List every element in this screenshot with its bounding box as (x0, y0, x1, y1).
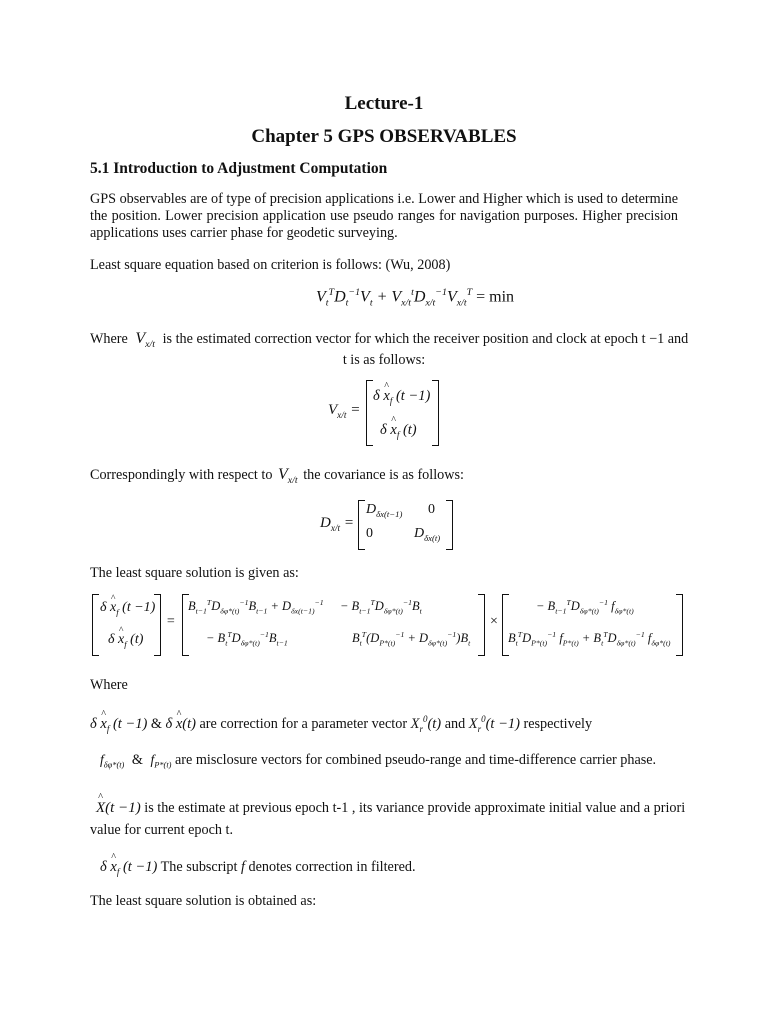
misclosure-text: are misclosure vectors for combined pseudo-range and time-difference carrier phase. (175, 752, 657, 768)
matrix-zero-lower: 0 (366, 526, 373, 541)
where-label-2: Where (90, 677, 128, 693)
ampersand: & (150, 715, 162, 732)
matrix-zero-upper: 0 (428, 502, 435, 517)
estimate-text: is the estimate at previous epoch t-1 , its variance provide approximate initial value and a priori (144, 800, 686, 816)
estimate-line: ^ X(t −1) is the estimate at previous epoch t-1 , its variance provide approximate initial value and a priori (96, 800, 685, 817)
where-line: Where $V_{x/t}$ is the estimated correction vector for which the receiver position and clock at epoch t −1 and (90, 330, 689, 351)
correction-text: are correction for a parameter vector (199, 715, 408, 732)
least-square-intro: Least square equation based on criterion is follows: (Wu, 2008) (90, 257, 451, 273)
lecture-heading: Lecture-1 (344, 93, 424, 114)
criterion-equation: $V_t^TD_t^{-1}V_t + V_{x/t}^tD_{x/t}^{-1}V_{x/t}^T = \min$ (316, 287, 515, 309)
where-continuation: t is as follows: (342, 352, 426, 368)
chapter-title: Chapter 5 GPS OBSERVABLES (251, 126, 517, 147)
correction-line: δ ^ $x_f$ (t −1) & δ ^ x(t) are correction for a parameter vector $X_r^0(t)$ and $X_r^0(t -1)$ respectively (90, 714, 592, 734)
subscript-rest: denotes correction in filtered. (248, 859, 416, 875)
covariance-line: Correspondingly with respect to $V_{x/t}$ the covariance is as follows: (90, 466, 464, 487)
section-heading: 5.1 Introduction to Adjustment Computation (90, 160, 388, 177)
ampersand-2: & (131, 752, 143, 768)
intro-paragraph: GPS observables are of type of precision applications i.e. Lower and Higher which is used to determine the position. Lower precision application use pseudo ranges for navigation purposes. Higher precision applications uses carrier phase for geodetic surveying. (90, 191, 678, 242)
subscript-line: δ ^ $x_f$ (t −1) The subscript f denotes correction in filtered. (100, 859, 416, 877)
least-square-solution-equation: δ ^ $x_f$ (t −1) δ ^ $x_f$ (t) = $B_{t-1}^TD_{\delta\varphi*(t)}^{-1}B_{t-1} + D_{\delta x(t-1)}^{-1}$ − $B_{t-1}^TD_{\delta\varphi*(t)}^{-1}B_t$ − $B_t^TD_{\delta\varphi*(t)}^{-1}B_{t-1}$ $B_t^T(D_{P*(t)}^{-1} + D_{\delta\varphi*(t)}^{-1})B_t$ × − $B_{t-1}^TD_{\delta\varphi*(t)}^{-1}$ $f_{\delta\varphi*(t)}$ $B_t^TD_{P*(t)}^{-1}$ $f_{P*(t)} + B_t^TD_{\delta\varphi*(t)}^{-1}$ $f_{\delta\varphi*(t)}$ (90, 592, 686, 658)
misclosure-line: $f_{\delta\varphi*(t)}$ & $f_{P*(t)}$ are misclosure vectors for combined pseudo-range and time-difference carrier phase. (100, 752, 657, 770)
dx-matrix-equation: $D_{x/t}$ = $D_{\delta x(t-1)}$ 0 0 $D_{\delta x(t)}$ (318, 498, 458, 552)
estimate-continuation: value for current epoch t. (90, 822, 233, 838)
covariance-rest: the covariance is as follows: (303, 467, 464, 483)
covariance-lead: Correspondingly with respect to (90, 467, 273, 483)
where-description: is the estimated correction vector for which the receiver position and clock at epoch t −1 and (162, 331, 689, 347)
ls-solution-intro: The least square solution is given as: (90, 565, 299, 581)
ls-obtained-text: The least square solution is obtained as: (90, 893, 317, 909)
where-label: Where (90, 331, 128, 347)
subscript-f: f (240, 859, 245, 875)
vx-vector-equation: $V_{x/t}$ = δ ^ $x_f$ (t −1) δ ^ $x_f$ (t) (318, 378, 448, 448)
subscript-lead: The subscript (160, 859, 238, 875)
and-text: and (444, 715, 466, 732)
min-label: = min (476, 288, 515, 306)
respectively-text: respectively (523, 715, 593, 732)
